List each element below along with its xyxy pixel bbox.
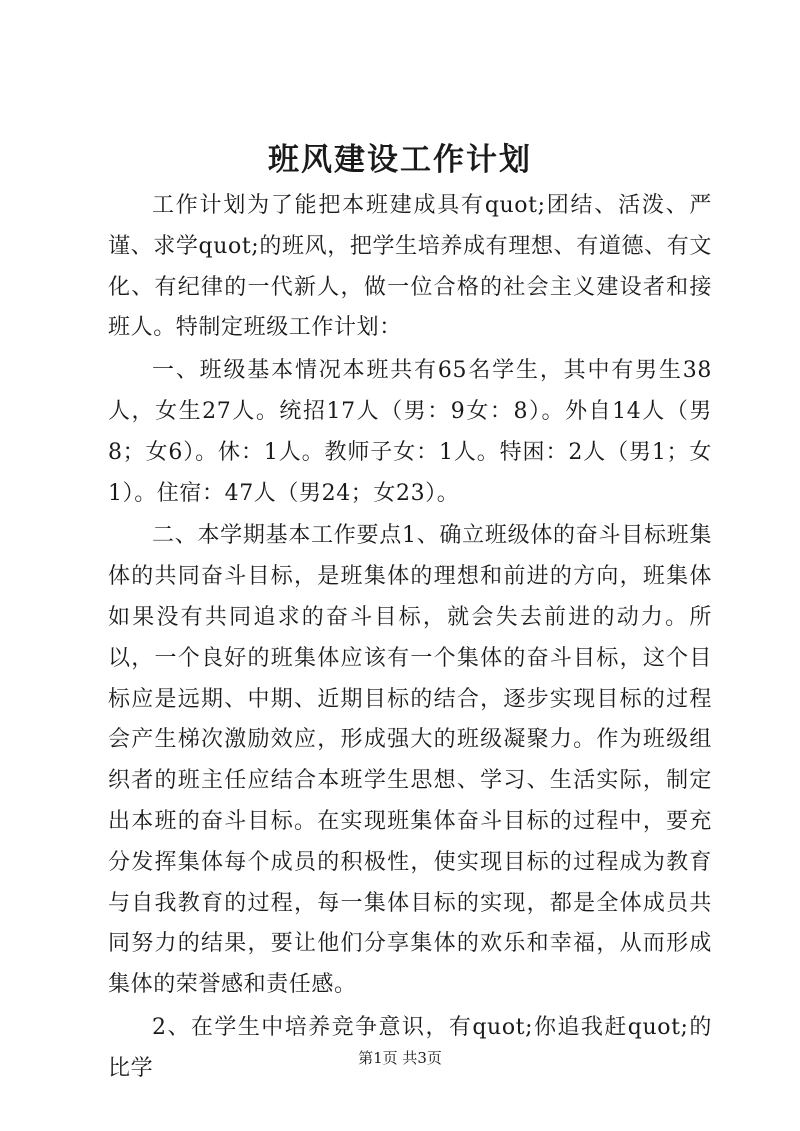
- document-title: 班风建设工作计划: [268, 142, 532, 178]
- paragraph-work-points: 二、本学期基本工作要点1、确立班级体的奋斗目标班集体的共同奋斗目标，是班集体的理想和前进的方向，班集体如果没有共同追求的奋斗目标，就会失去前进的动力。所以，一个良好的班集体应该有一个集体的奋斗目标，这个目标应是远期、中期、近期目标的结合，逐步实现目标的过程会产生梯次激励效应，形成强大的班级凝聚力。作为班级组织者的班主任应结合本班学生思想、学习、生活实际，制定出本班的奋斗目标。在实现班集体奋斗目标的过程中，要充分发挥集体每个成员的积极性，使实现目标的过程成为教育与自我教育的过程，每一集体目标的实现，都是全体成员共同努力的结果，要让他们分享集体的欢乐和幸福，从而形成集体的荣誉感和责任感。: [108, 523, 712, 998]
- paragraph-competition: 2、在学生中培养竞争意识，有quot;你追我赶quot;的比学: [108, 1014, 712, 1081]
- document-body: [108, 186, 712, 1090]
- paragraph-intro: 工作计划为了能把本班建成具有quot;团结、活泼、严谨、求学quot;的班风，把学生培养成有理想、有道德、有文化、有纪律的一代新人，做一位合格的社会主义建设者和接班人。特制定班级工作计划：: [108, 193, 712, 341]
- paragraph-class-overview: 一、班级基本情况本班共有65名学生，其中有男生38人，女生27人。统招17人（男：9女：8）。外自14人（男8；女6）。休：1人。教师子女：1人。特困：2人（男1；女1）。住宿：47人（男24；女23）。: [108, 358, 712, 506]
- page-number-footer: 第1页 共3页: [358, 1049, 442, 1067]
